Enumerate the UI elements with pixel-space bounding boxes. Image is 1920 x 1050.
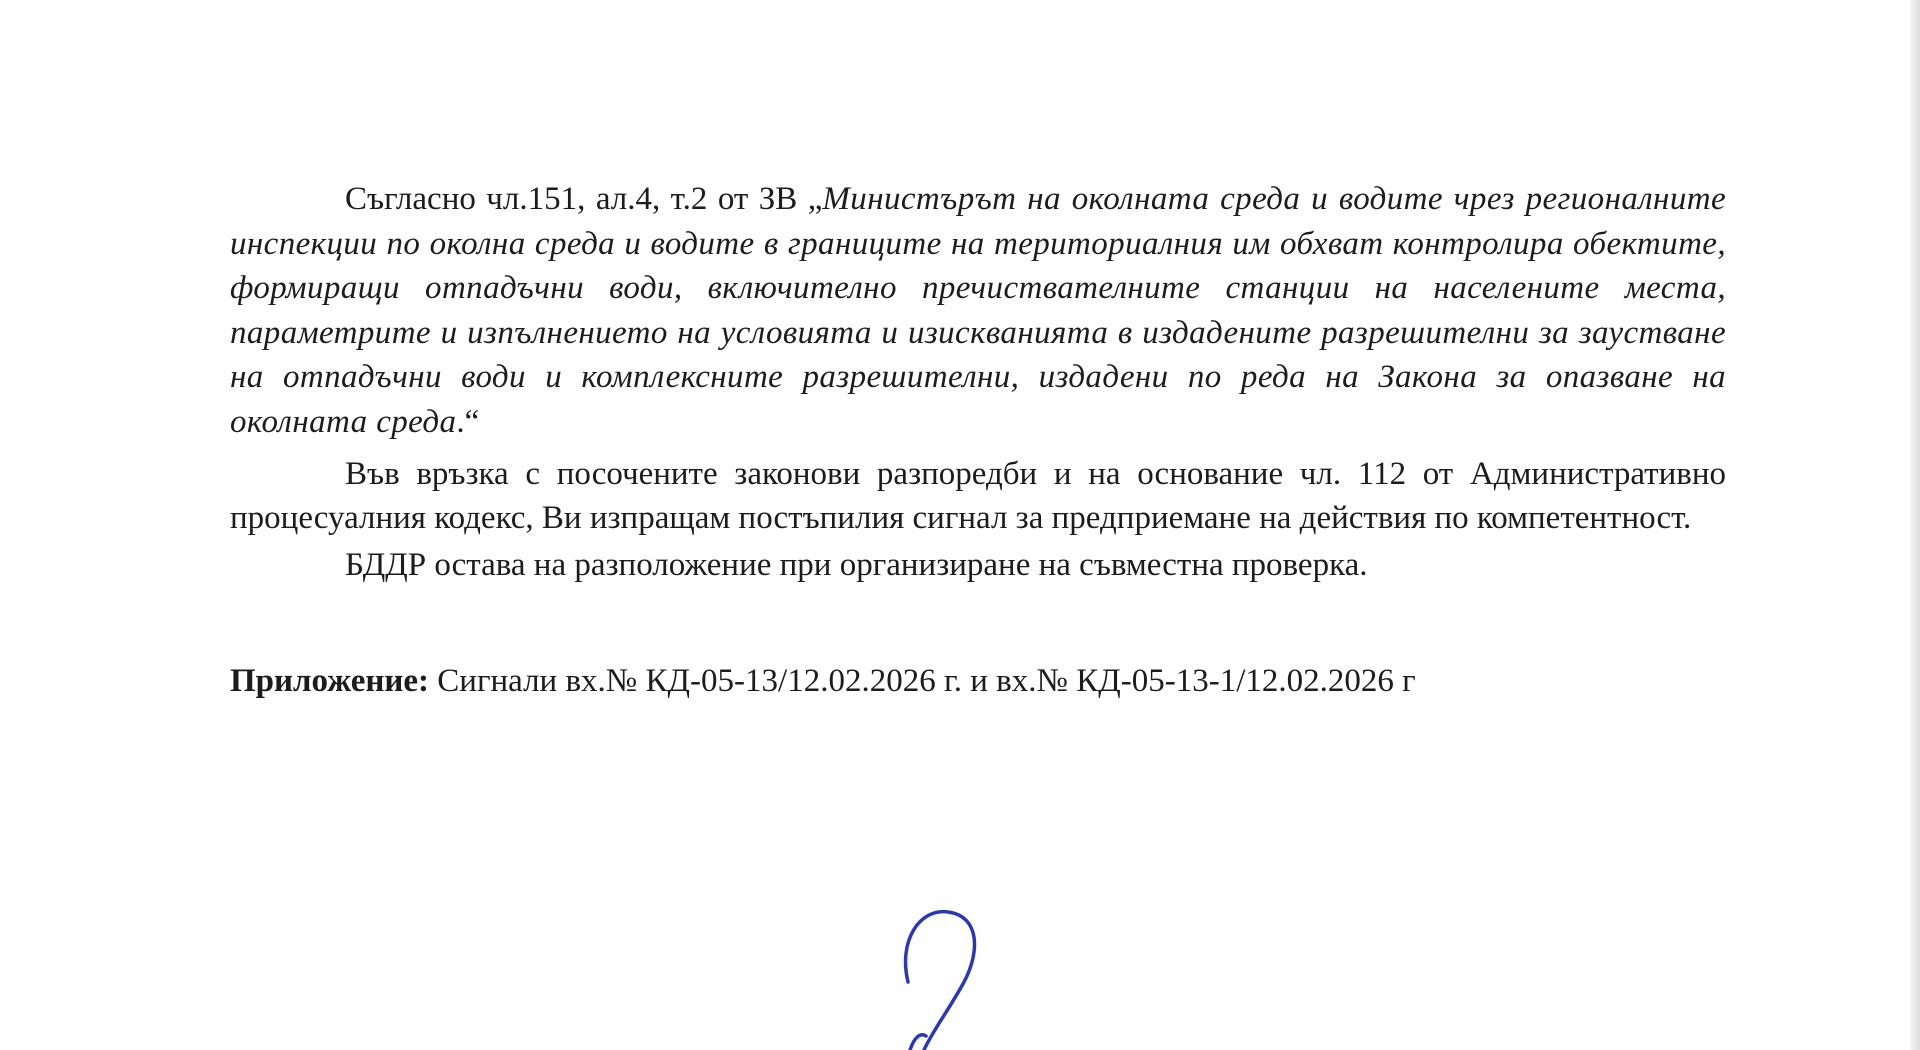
letter-body [230, 177, 1726, 736]
attachment-text: Сигнали вх.№ КД-05-13/12.02.2026 г. и вх.№ КД-05-13-1/12.02.2026 г [429, 663, 1416, 699]
forwarding-paragraph: Във връзка с посочените законови разпоредби и на основание чл. 112 от Административно процесуалния кодекс, Ви изпращам постъпилия сигнал за предприемане на действия по компетентност. [230, 456, 1726, 536]
citation-quote: Министърът на околната среда и водите чрез регионалните инспекции по околна среда и водите в границите на териториалния им обхват контролира обектите, формиращи отпадъчни води, включително пречиствателните станции на населените места, параметрите и изпълнението на условията и изискванията в издадените разрешителни за заустване на отпадъчни води и комплексните разрешителни, издадени по реда на Закона за опазване на околната среда [230, 181, 1726, 440]
attachment-label: Приложение: [230, 663, 430, 699]
page-edge-shadow [1910, 0, 1920, 1050]
citation-intro: Съгласно чл.151, ал.4, т.2 от ЗВ „ [345, 181, 823, 217]
citation-outro: .“ [456, 403, 480, 440]
availability-paragraph: БДДР остава на разположение при организиране на съвместна проверка. [345, 547, 1368, 583]
legal-citation-paragraph [230, 177, 1726, 444]
attachment-line [230, 659, 1726, 703]
handwritten-signature [880, 900, 1010, 1050]
